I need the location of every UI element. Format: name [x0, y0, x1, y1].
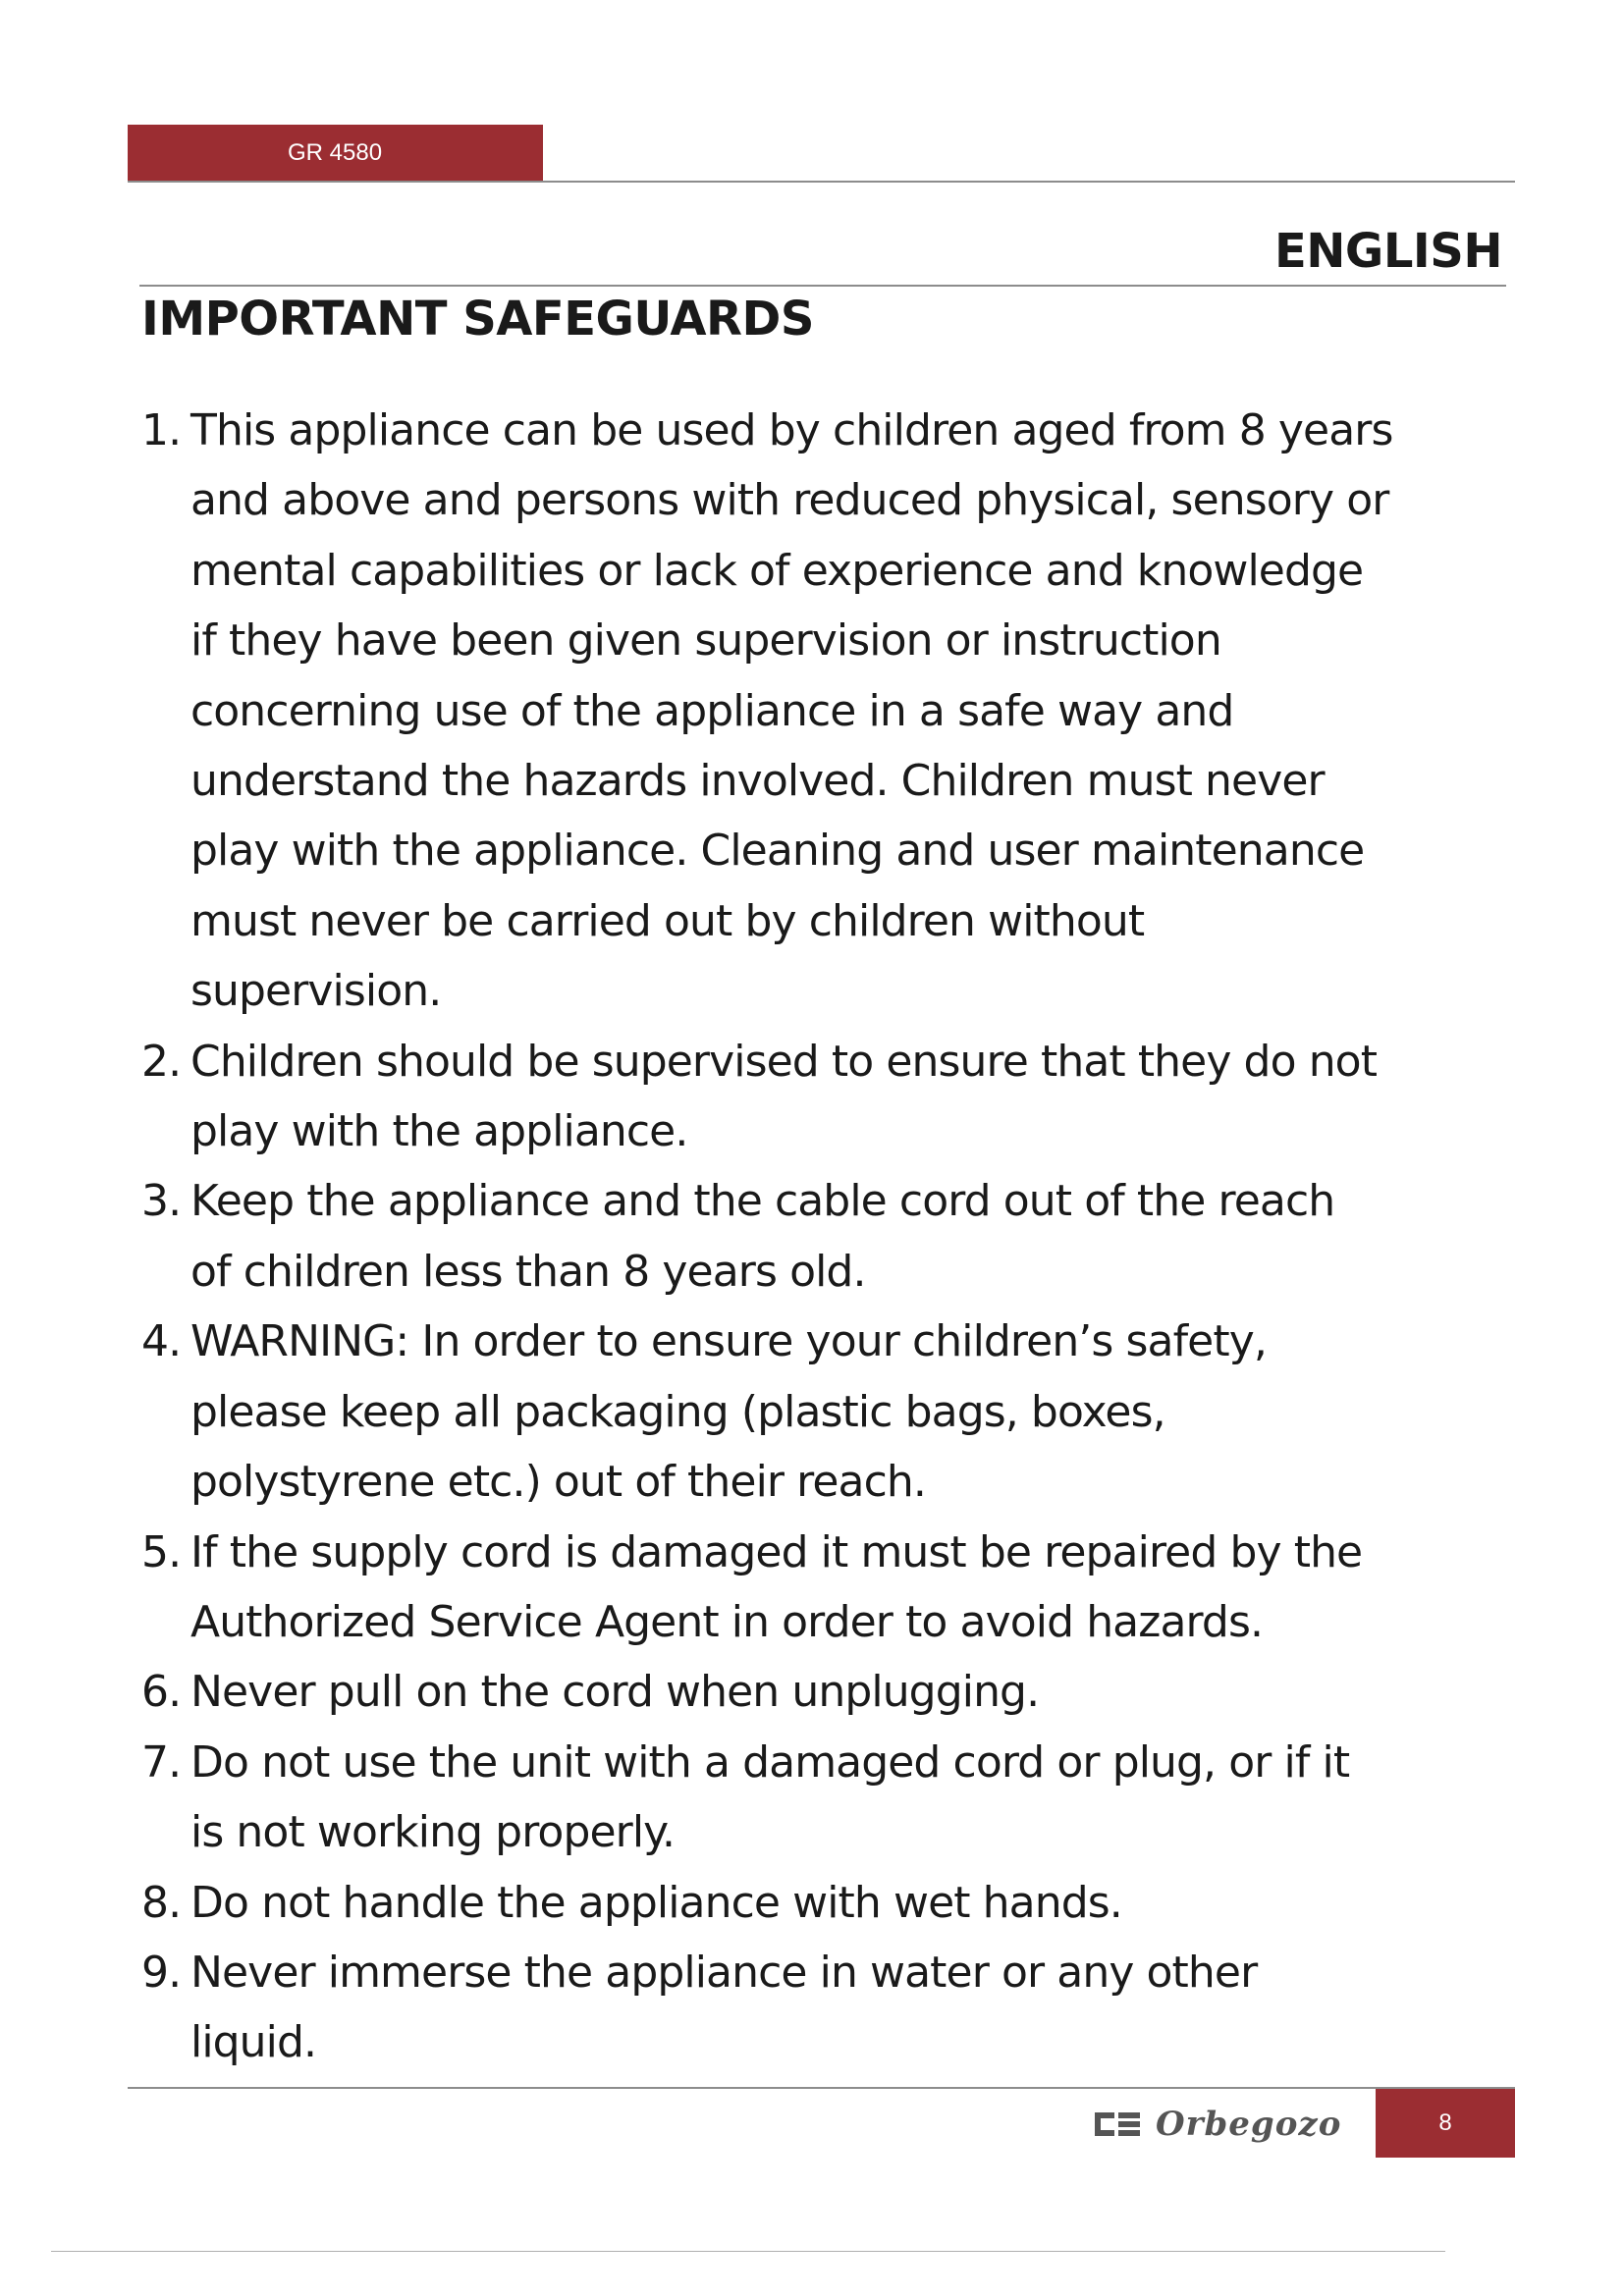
safeguard-item	[141, 1027, 1516, 1167]
safeguard-item	[141, 1868, 1516, 1938]
page-number: 8	[1438, 2109, 1452, 2136]
safeguard-text-line: must never be carried out by children without	[190, 895, 1145, 946]
safeguard-item	[141, 396, 1516, 1027]
safeguard-text-line: Never pull on the cord when unplugging.	[190, 1667, 1040, 1718]
footer-divider	[128, 2087, 1515, 2089]
safeguard-number: 1.	[141, 405, 182, 455]
safeguard-item	[141, 1728, 1516, 1868]
safeguard-number: 4.	[141, 1316, 182, 1367]
page-bottom-rule	[51, 2251, 1445, 2252]
safeguard-number: 2.	[141, 1036, 182, 1087]
safeguard-text-line: if they have been given supervision or instruction	[190, 615, 1221, 667]
safeguard-text-line: supervision.	[190, 966, 442, 1017]
safeguard-item	[141, 1166, 1516, 1307]
header-divider	[128, 181, 1515, 183]
section-title: IMPORTANT SAFEGUARDS	[141, 292, 814, 347]
safeguard-number: 6.	[141, 1667, 182, 1718]
safeguard-text-line: Never immerse the appliance in water or any other	[190, 1947, 1258, 1998]
safeguard-text-line: This appliance can be used by children aged from 8 years	[190, 405, 1393, 455]
brand-name: Orbegozo	[1156, 2105, 1342, 2144]
safeguard-number: 7.	[141, 1736, 182, 1788]
model-tab	[128, 125, 543, 181]
safeguard-text-line: liquid.	[190, 2017, 317, 2068]
safeguard-item	[141, 1938, 1516, 2078]
safeguard-number: 5.	[141, 1526, 182, 1577]
safeguard-number: 9.	[141, 1947, 182, 1998]
language-divider	[139, 285, 1506, 287]
safeguard-text-line: Keep the appliance and the cable cord out of the reach	[190, 1176, 1335, 1227]
model-label: GR 4580	[288, 139, 383, 166]
safeguard-text-line: Do not handle the appliance with wet hands.	[190, 1877, 1122, 1928]
safeguard-number: 8.	[141, 1877, 182, 1928]
safeguard-text-line: concerning use of the appliance in a safe way and	[190, 685, 1234, 736]
safeguard-text-line: Children should be supervised to ensure that they do not	[190, 1036, 1378, 1087]
safeguard-text-line: please keep all packaging (plastic bags, boxes,	[190, 1386, 1165, 1437]
safeguard-text-line: is not working properly.	[190, 1807, 676, 1858]
safeguard-text-line: WARNING: In order to ensure your children’s safety,	[190, 1316, 1267, 1367]
safeguard-text-line: play with the appliance. Cleaning and user maintenance	[190, 826, 1365, 877]
page-number-box	[1376, 2089, 1515, 2158]
safeguards-list	[141, 396, 1516, 2078]
safeguard-text-line: understand the hazards involved. Children must never	[190, 756, 1325, 807]
safeguard-text-line: If the supply cord is damaged it must be repaired by the	[190, 1526, 1363, 1577]
brand-logo	[1095, 2103, 1341, 2146]
safeguard-text-line: of children less than 8 years old.	[190, 1246, 866, 1297]
safeguard-text-line: mental capabilities or lack of experience and knowledge	[190, 545, 1364, 596]
safeguard-text-line: polystyrene etc.) out of their reach.	[190, 1457, 926, 1508]
safeguard-text-line: Authorized Service Agent in order to avoid hazards.	[190, 1596, 1264, 1647]
safeguard-item	[141, 1307, 1516, 1517]
safeguard-item	[141, 1518, 1516, 1658]
safeguard-number: 3.	[141, 1176, 182, 1227]
safeguard-text-line: Do not use the unit with a damaged cord or plug, or if it	[190, 1736, 1350, 1788]
language-heading: ENGLISH	[1273, 224, 1502, 279]
safeguard-item	[141, 1657, 1516, 1727]
orbegozo-logo-mark-icon	[1095, 2110, 1140, 2138]
safeguard-text-line: and above and persons with reduced physical, sensory or	[190, 475, 1389, 526]
safeguard-text-line: play with the appliance.	[190, 1106, 688, 1157]
